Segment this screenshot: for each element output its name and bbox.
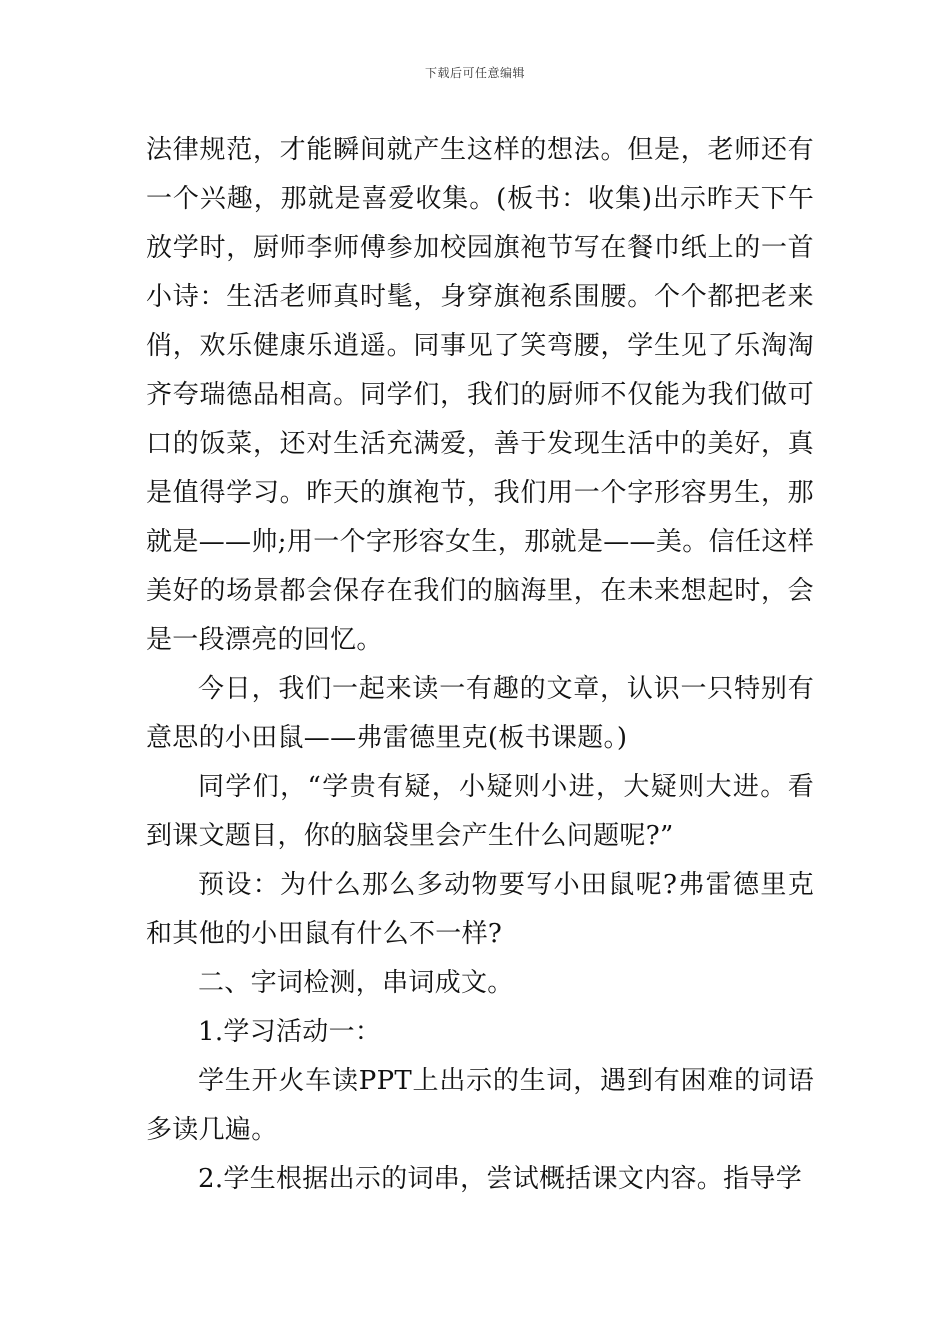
list-item-heading: 1.学习活动一：	[198, 1017, 382, 1047]
section-heading: 二、字词检测，串词成文。	[198, 968, 514, 998]
document-body	[146, 126, 814, 1204]
paragraph: 今日，我们一起来读一有趣的文章，认识一只特别有意思的小田鼠——弗雷德里克(板书课题。)	[146, 674, 814, 753]
paragraph: 2.学生根据出示的词串，尝试概括课文内容。指导学	[198, 1164, 803, 1194]
paragraph: 预设：为什么那么多动物要写小田鼠呢?弗雷德里克和其他的小田鼠有什么不一样?	[146, 870, 814, 949]
page-header-note: 下载后可任意编辑	[424, 66, 525, 80]
paragraph: 法律规范，才能瞬间就产生这样的想法。但是，老师还有一个兴趣，那就是喜爱收集。(板书：收集)出示昨天下午放学时，厨师李师傅参加校园旗袍节写在餐巾纸上的一首小诗：生活老师真时髦，身穿旗袍系围腰。个个都把老来俏，欢乐健康乐逍遥。同事见了笑弯腰，学生见了乐淘淘齐夸瑞德品相高。同学们，我们的厨师不仅能为我们做可口的饭菜，还对生活充满爱，善于发现生活中的美好，真是值得学习。昨天的旗袍节，我们用一个字形容男生，那就是——帅;用一个字形容女生，那就是——美。信任这样美好的场景都会保存在我们的脑海里，在未来想起时，会是一段漂亮的回忆。	[146, 135, 814, 655]
paragraph: 学生开火车读PPT上出示的生词，遇到有困难的词语多读几遍。	[146, 1066, 814, 1145]
paragraph: 同学们，“学贵有疑，小疑则小进，大疑则大进。看到课文题目，你的脑袋里会产生什么问题呢?”	[146, 772, 814, 851]
